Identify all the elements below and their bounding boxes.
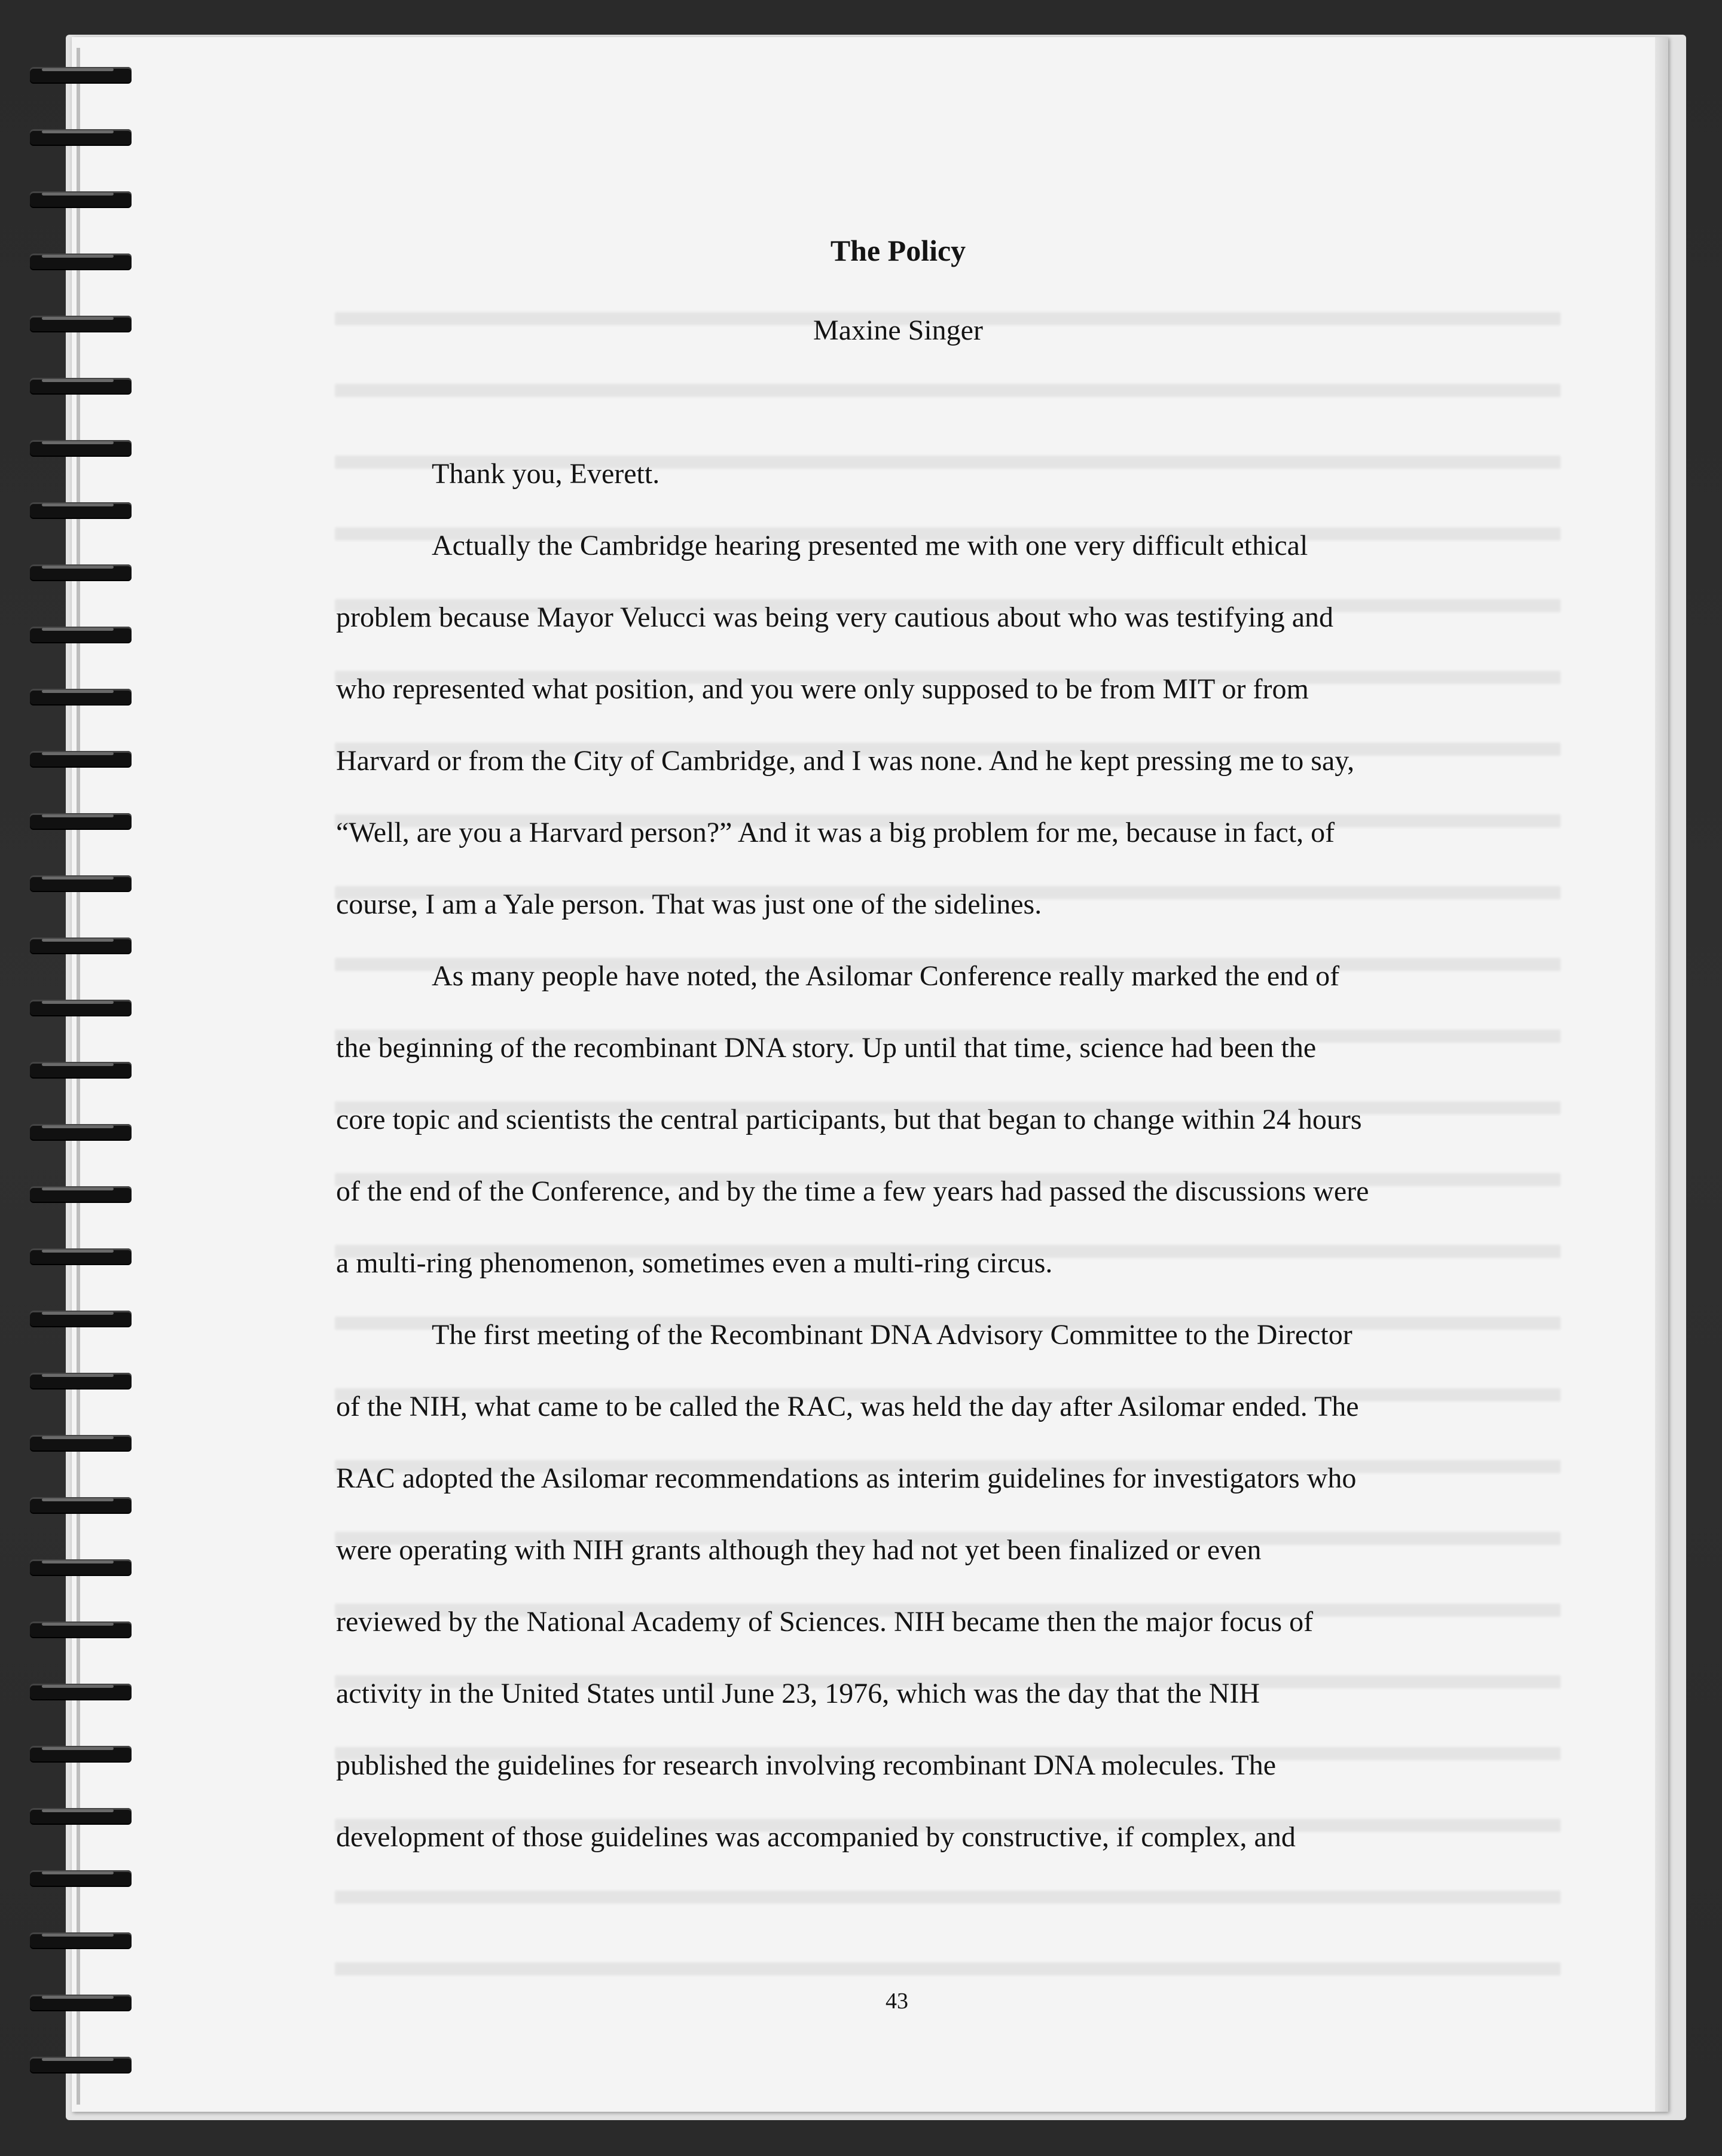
binding-coil [30,1428,138,1459]
binding-coil [30,184,138,215]
binding-coil [30,1117,138,1148]
binding-coil [30,1863,138,1894]
page-number: 43 [886,1989,908,2014]
page-edge [1655,37,1668,2112]
binding-coil [30,309,138,340]
binding-coil [30,495,138,526]
binding-coil [30,1055,138,1086]
binding-coil [30,2050,138,2081]
binding-coil [30,930,138,961]
binding-coil [30,122,138,153]
text-line: published the guidelines for research involving recombinant DNA molecules. The [336,1749,1277,1781]
document-page [72,37,1668,2112]
text-line: The first meeting of the Recombinant DNA Advisory Committee to the Director [432,1319,1352,1351]
binding-coil [30,60,138,91]
binding-coil [30,1739,138,1770]
text-line: a multi-ring phenomenon, sometimes even a multi-ring circus. [336,1247,1053,1279]
text-line: of the NIH, what came to be called the RAC, was held the day after Asilomar ended. The [336,1391,1359,1422]
binding-coil [30,371,138,402]
binding-coil [30,1676,138,1708]
text-line: Harvard or from the City of Cambridge, and I was none. And he kept pressing me to say, [336,745,1355,777]
text-line: core topic and scientists the central participants, but that began to change within 24 hours [336,1104,1362,1135]
binding-coil [30,433,138,464]
text-line: who represented what position, and you were only supposed to be from MIT or from [336,673,1309,705]
text-line: problem because Mayor Velucci was being very cautious about who was testifying and [336,601,1333,633]
binding-coil [30,619,138,651]
binding-coil [30,868,138,899]
binding-coil [30,806,138,837]
binding-coil [30,1366,138,1397]
text-line: were operating with NIH grants although they had not yet been finalized or even [336,1534,1262,1566]
text-line: development of those guidelines was accompanied by constructive, if complex, and [336,1821,1296,1853]
binding-coil [30,993,138,1024]
document-author: Maxine Singer [813,314,983,346]
binding-coil [30,1490,138,1521]
binding-coil [30,246,138,277]
text-line: activity in the United States until June 23, 1976, which was the day that the NIH [336,1678,1260,1709]
binding-coil [30,1241,138,1272]
text-line: “Well, are you a Harvard person?” And it was a big problem for me, because in fact, of [336,817,1335,848]
binding-coil [30,1801,138,1832]
binding-coil [30,1303,138,1334]
spiral-binding [24,60,144,2105]
text-line: Actually the Cambridge hearing presented me with one very difficult ethical [432,530,1308,561]
binding-coil [30,1925,138,1956]
binding-coil [30,1987,138,2018]
document-title: The Policy [830,234,966,267]
binding-coil [30,557,138,588]
text-line: reviewed by the National Academy of Sciences. NIH became then the major focus of [336,1606,1314,1638]
text-line: the beginning of the recombinant DNA story. Up until that time, science had been the [336,1032,1317,1064]
binding-coil [30,1179,138,1210]
binding-coil [30,682,138,713]
text-line: course, I am a Yale person. That was just one of the sidelines. [336,888,1042,920]
text-line: Thank you, Everett. [432,458,660,490]
binding-coil [30,1552,138,1583]
binding-coil [30,744,138,775]
binding-coil [30,1614,138,1645]
text-line: As many people have noted, the Asilomar Conference really marked the end of [432,960,1340,992]
text-line: RAC adopted the Asilomar recommendations as interim guidelines for investigators who [336,1462,1357,1494]
text-line: of the end of the Conference, and by the time a few years had passed the discussions were [336,1175,1369,1207]
